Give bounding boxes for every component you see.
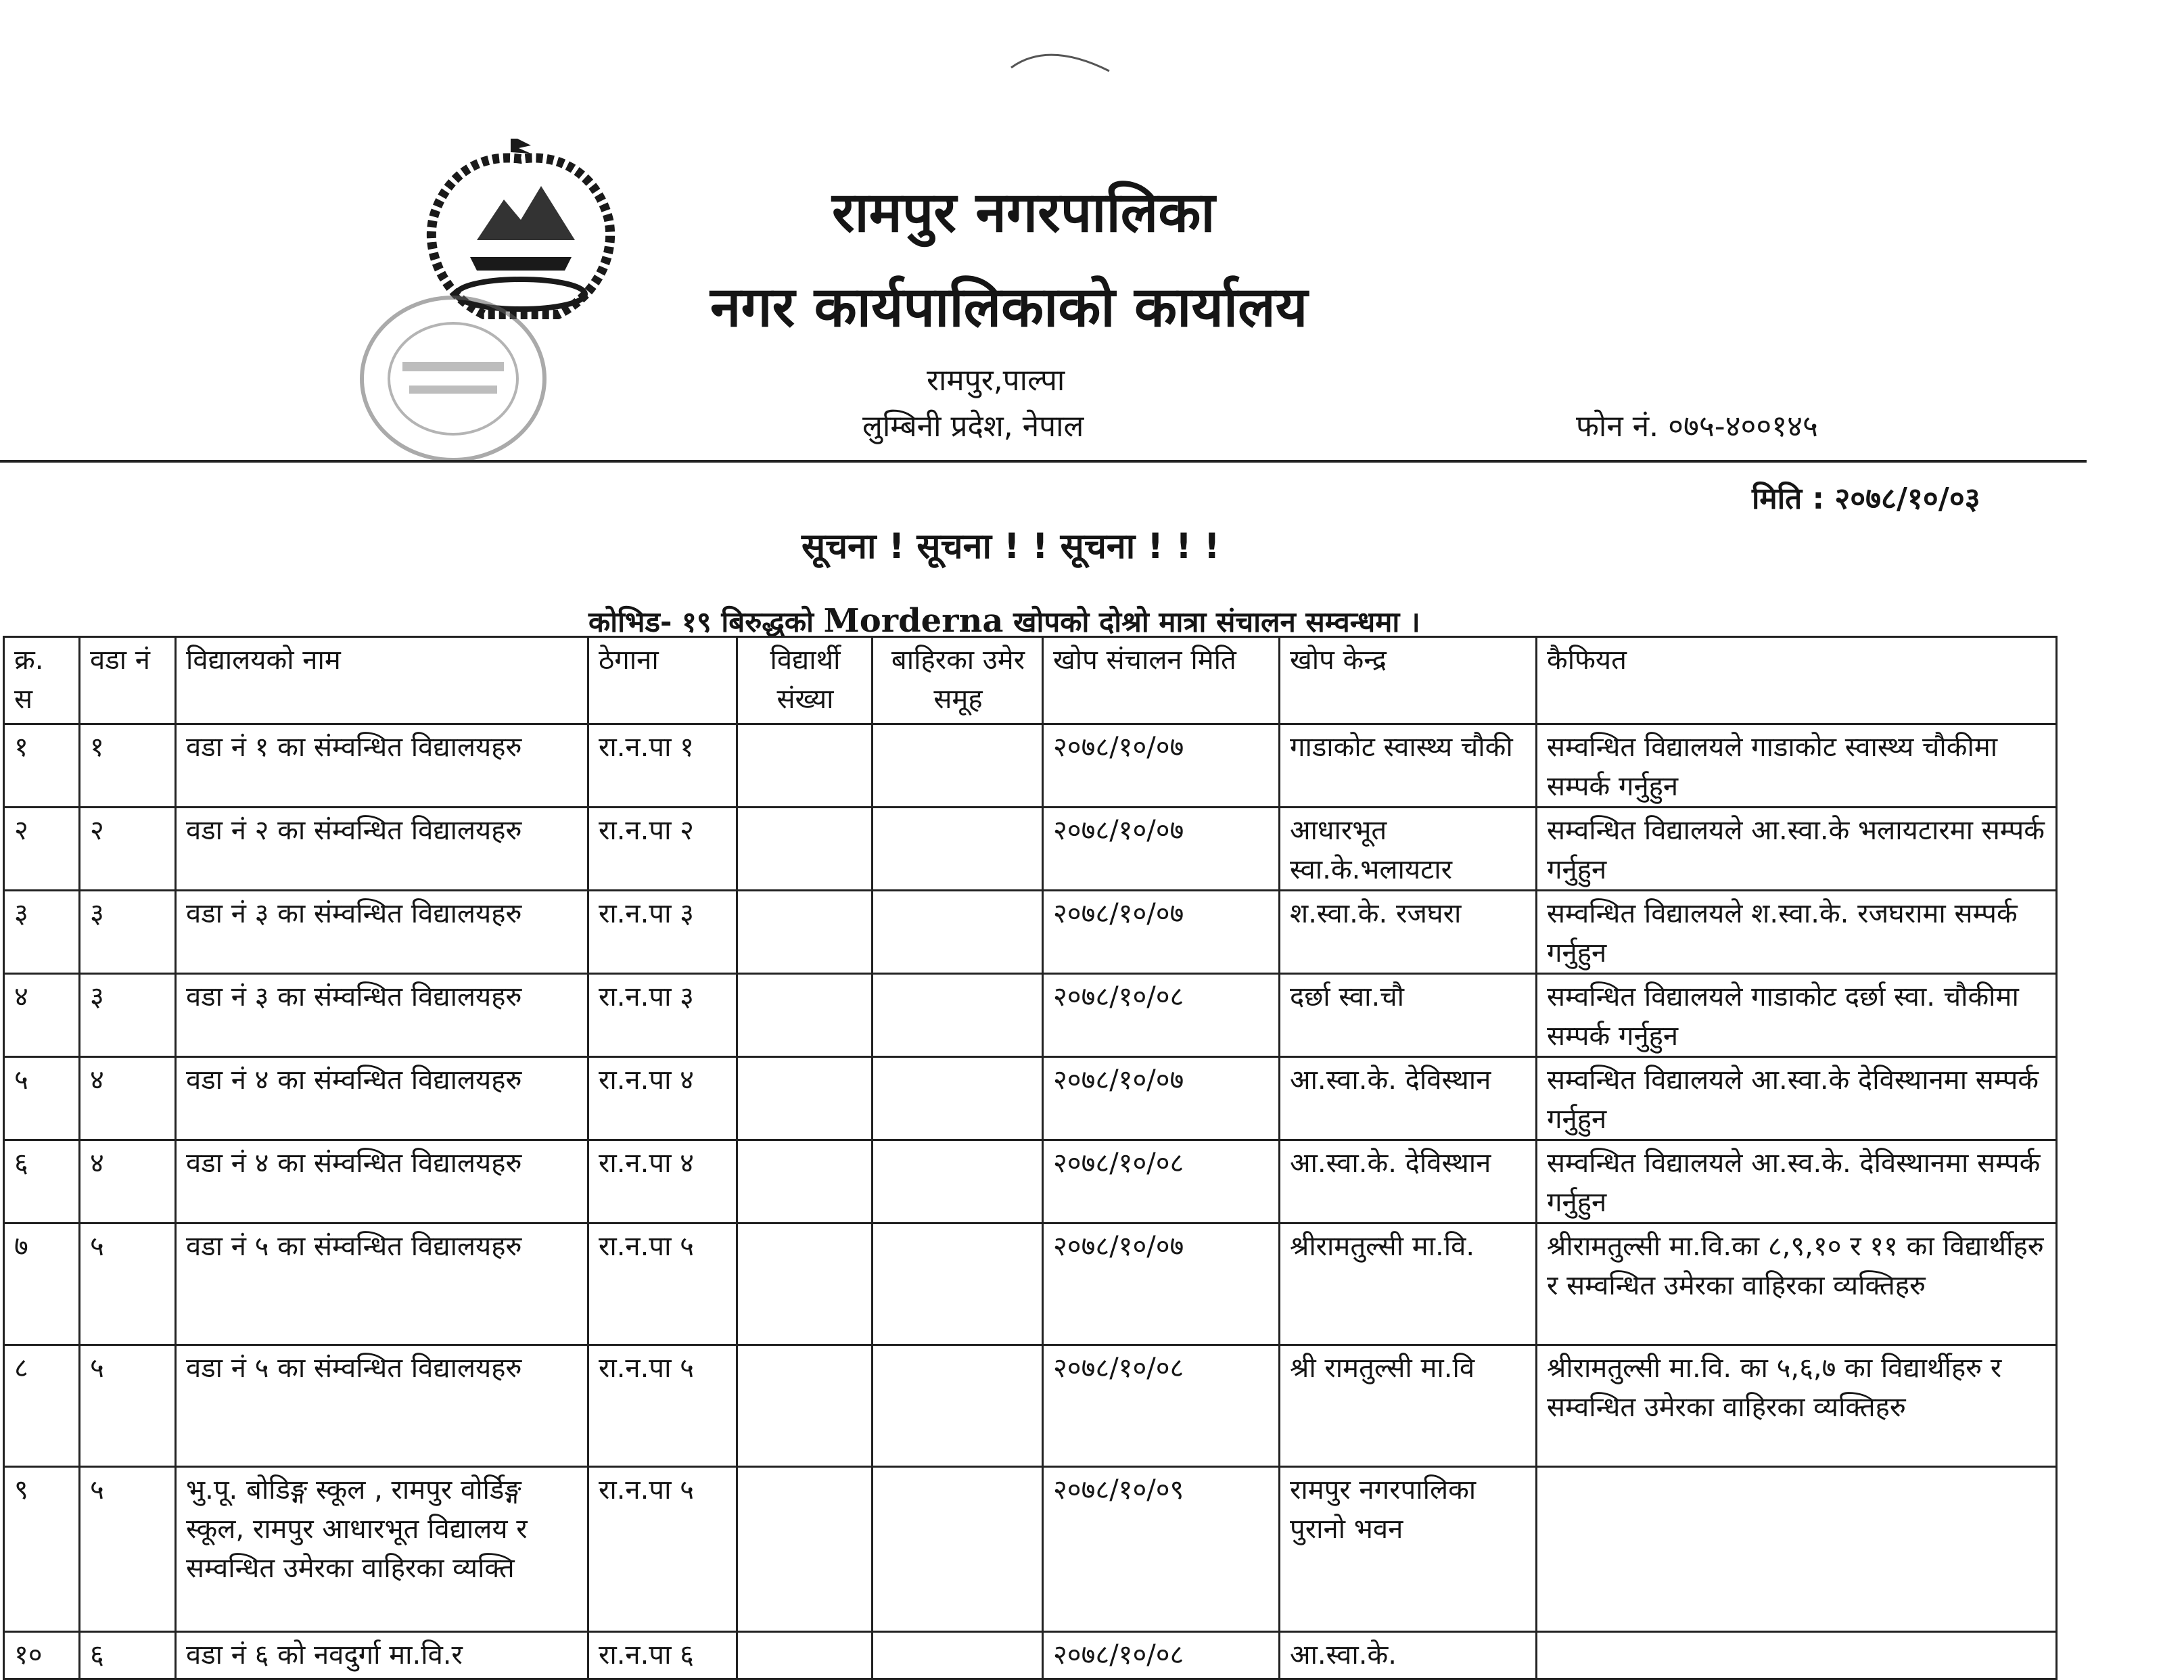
cell-outside (873, 1223, 1043, 1345)
cell-remarks: श्रीरामतुल्सी मा.वि.का ८,९,१० र ११ का विद्यार्थीहरु र सम्वन्धित उमेरका वाहिरका व्यक्तिहरु (1537, 1223, 2057, 1345)
cell-center: श्रीरामतुल्सी मा.वि. (1280, 1223, 1537, 1345)
table-row (4, 1140, 2057, 1223)
cell-serial: २ (4, 808, 80, 891)
cell-serial: १० (4, 1632, 80, 1679)
cell-students (737, 891, 873, 974)
cell-remarks: सम्वन्धित विद्यालयले गाडाकोट स्वास्थ्य चौकीमा सम्पर्क गर्नुहुन (1537, 724, 2057, 808)
cell-date: २०७८/१०/०७ (1043, 724, 1280, 808)
table-row (4, 1345, 2057, 1467)
cell-ward: ३ (80, 891, 176, 974)
cell-date: २०७८/१०/०७ (1043, 1057, 1280, 1140)
table-row (4, 808, 2057, 891)
cell-school: वडा नं ३ का संम्वन्धित विद्यालयहरु (176, 891, 588, 974)
header-school-name: विद्यालयको नाम (176, 637, 588, 724)
subject-vaccine-name: Morderna (823, 602, 1004, 640)
cell-ward: ३ (80, 974, 176, 1057)
cell-remarks: सम्वन्धित विद्यालयले आ.स्व.के. देविस्थानमा सम्पर्क गर्नुहुन (1537, 1140, 2057, 1223)
cell-address: रा.न.पा २ (588, 808, 737, 891)
cell-date: २०७८/१०/०८ (1043, 1345, 1280, 1467)
cell-date: २०७८/१०/०८ (1043, 974, 1280, 1057)
cell-date: २०७८/१०/०७ (1043, 1223, 1280, 1345)
table-row (4, 891, 2057, 974)
cell-school: वडा नं ५ का संम्वन्धित विद्यालयहरु (176, 1345, 588, 1467)
table-row (4, 1223, 2057, 1345)
cell-address: रा.न.पा ३ (588, 891, 737, 974)
cell-remarks: श्रीरामतुल्सी मा.वि. का ५,६,७ का विद्यार्थीहरु र सम्वन्धित उमेरका वाहिरका व्यक्तिहरु (1537, 1345, 2057, 1467)
cell-ward: २ (80, 808, 176, 891)
cell-outside (873, 1140, 1043, 1223)
scribble-mark (1008, 41, 1116, 74)
subject-prefix: कोभिड- १९ बिरुद्धको (588, 605, 824, 638)
table-row (4, 1467, 2057, 1632)
cell-school: वडा नं ६ को नवदुर्गा मा.वि.र (176, 1632, 588, 1679)
address-line-1: रामपुर,पाल्पा (927, 363, 1065, 398)
cell-students (737, 1345, 873, 1467)
cell-ward: ४ (80, 1057, 176, 1140)
cell-school: भु.पू. बोडिङ्ग स्कूल , रामपुर वोर्डिङ्ग स्कूल, रामपुर आधारभूत विद्यालय र सम्वन्धित उमेरका वाहिरका व्यक्ति (176, 1467, 588, 1632)
vaccination-schedule-table (3, 636, 2058, 1680)
cell-center: गाडाकोट स्वास्थ्य चौकी (1280, 724, 1537, 808)
cell-date: २०७८/१०/०८ (1043, 1140, 1280, 1223)
cell-remarks: सम्वन्धित विद्यालयले श.स्वा.के. रजघरामा सम्पर्क गर्नुहुन (1537, 891, 2057, 974)
cell-students (737, 1057, 873, 1140)
cell-students (737, 974, 873, 1057)
cell-address: रा.न.पा ५ (588, 1467, 737, 1632)
header-remarks: कैफियत (1537, 637, 2057, 724)
notice-heading: सूचना ! सूचना ! ! सूचना ! ! ! (801, 526, 1220, 567)
subject-suffix: खोपको दोश्रो मात्रा संचालन सम्वन्धमा । (1003, 605, 1420, 638)
cell-ward: ५ (80, 1345, 176, 1467)
header-vaccination-date: खोप संचालन मिति (1043, 637, 1280, 724)
table-header-row (4, 637, 2057, 724)
cell-date: २०७८/१०/०९ (1043, 1467, 1280, 1632)
header-vaccination-center: खोप केन्द्र (1280, 637, 1537, 724)
office-stamp-icon (352, 284, 555, 473)
header-ward: वडा नं (80, 637, 176, 724)
cell-remarks: सम्वन्धित विद्यालयले आ.स्वा.के भलायटारमा सम्पर्क गर्नुहुन (1537, 808, 2057, 891)
cell-students (737, 1467, 873, 1632)
cell-center: श्री रामतुल्सी मा.वि (1280, 1345, 1537, 1467)
address-line-2: लुम्बिनी प्रदेश, नेपाल (862, 409, 1084, 444)
cell-students (737, 1140, 873, 1223)
cell-center: आ.स्वा.के. देविस्थान (1280, 1057, 1537, 1140)
cell-serial: ५ (4, 1057, 80, 1140)
cell-students (737, 1632, 873, 1679)
table-row (4, 1632, 2057, 1679)
header-student-count: विद्यार्थी संख्या (737, 637, 873, 724)
cell-school: वडा नं ४ का संम्वन्धित विद्यालयहरु (176, 1140, 588, 1223)
cell-address: रा.न.पा १ (588, 724, 737, 808)
header-outside-age-group: बाहिरका उमेर समूह (873, 637, 1043, 724)
cell-students (737, 724, 873, 808)
cell-address: रा.न.पा ६ (588, 1632, 737, 1679)
cell-center: आधारभूत स्वा.के.भलायटार (1280, 808, 1537, 891)
cell-outside (873, 1057, 1043, 1140)
cell-ward: ६ (80, 1632, 176, 1679)
cell-center: रामपुर नगरपालिका पुरानो भवन (1280, 1467, 1537, 1632)
cell-outside (873, 724, 1043, 808)
cell-outside (873, 1467, 1043, 1632)
header-divider (0, 460, 2087, 463)
cell-school: वडा नं ४ का संम्वन्धित विद्यालयहरु (176, 1057, 588, 1140)
cell-students (737, 808, 873, 891)
cell-serial: १ (4, 724, 80, 808)
cell-school: वडा नं १ का संम्वन्धित विद्यालयहरु (176, 724, 588, 808)
cell-center: आ.स्वा.के. (1280, 1632, 1537, 1679)
table-row (4, 1057, 2057, 1140)
cell-serial: ९ (4, 1467, 80, 1632)
cell-serial: ७ (4, 1223, 80, 1345)
cell-serial: ४ (4, 974, 80, 1057)
cell-center: श.स्वा.के. रजघरा (1280, 891, 1537, 974)
cell-serial: ८ (4, 1345, 80, 1467)
office-subtitle: नगर कार्यपालिकाको कार्यालय (710, 275, 1308, 340)
cell-center: दर्छा स्वा.चौ (1280, 974, 1537, 1057)
cell-remarks: सम्वन्धित विद्यालयले गाडाकोट दर्छा स्वा. चौकीमा सम्पर्क गर्नुहुन (1537, 974, 2057, 1057)
cell-outside (873, 808, 1043, 891)
office-name: रामपुर नगरपालिका (832, 181, 1215, 245)
cell-outside (873, 891, 1043, 974)
notice-subject (588, 602, 1420, 640)
cell-date: २०७८/१०/०७ (1043, 808, 1280, 891)
cell-remarks (1537, 1632, 2057, 1679)
cell-date: २०७८/१०/०८ (1043, 1632, 1280, 1679)
cell-address: रा.न.पा ४ (588, 1057, 737, 1140)
cell-outside (873, 1632, 1043, 1679)
cell-serial: ३ (4, 891, 80, 974)
cell-students (737, 1223, 873, 1345)
cell-ward: ५ (80, 1223, 176, 1345)
cell-address: रा.न.पा ५ (588, 1223, 737, 1345)
cell-school: वडा नं ५ का संम्वन्धित विद्यालयहरु (176, 1223, 588, 1345)
phone-number: फोन नं. ०७५-४००१४५ (1576, 409, 1818, 444)
cell-school: वडा नं २ का संम्वन्धित विद्यालयहरु (176, 808, 588, 891)
header-serial: क्र. स (4, 637, 80, 724)
notice-date: मिति : २०७८/१०/०३ (1752, 482, 1980, 516)
cell-center: आ.स्वा.के. देविस्थान (1280, 1140, 1537, 1223)
cell-outside (873, 1345, 1043, 1467)
cell-date: २०७८/१०/०७ (1043, 891, 1280, 974)
cell-ward: ५ (80, 1467, 176, 1632)
cell-ward: ४ (80, 1140, 176, 1223)
cell-serial: ६ (4, 1140, 80, 1223)
cell-ward: १ (80, 724, 176, 808)
cell-remarks (1537, 1467, 2057, 1632)
cell-outside (873, 974, 1043, 1057)
cell-school: वडा नं ३ का संम्वन्धित विद्यालयहरु (176, 974, 588, 1057)
cell-address: रा.न.पा ३ (588, 974, 737, 1057)
cell-remarks: सम्वन्धित विद्यालयले आ.स्वा.के देविस्थानमा सम्पर्क गर्नुहुन (1537, 1057, 2057, 1140)
cell-address: रा.न.पा ५ (588, 1345, 737, 1467)
cell-address: रा.न.पा ४ (588, 1140, 737, 1223)
header-address: ठेगाना (588, 637, 737, 724)
table-row (4, 724, 2057, 808)
table-row (4, 974, 2057, 1057)
